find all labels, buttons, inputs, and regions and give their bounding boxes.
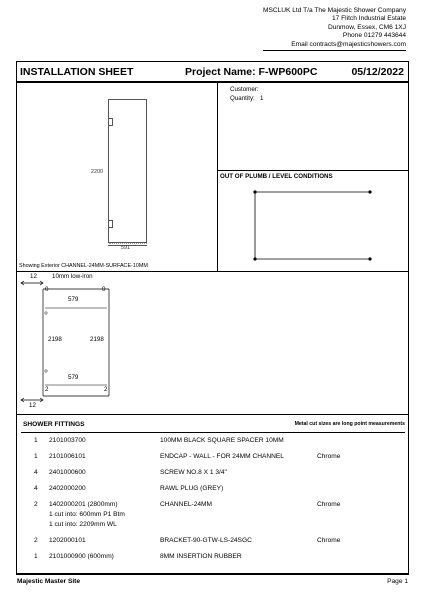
glass-cut-box [16, 271, 409, 415]
row-finish: Chrome [317, 537, 341, 544]
row-desc: BRACKET-90-GTW-LS-24SGC [160, 537, 252, 544]
fittings-title: SHOWER FITTINGS [23, 421, 85, 428]
plumb-diagram [248, 186, 373, 264]
row-qty: 1 [34, 553, 38, 560]
bottom-width-label: 579 [68, 374, 79, 381]
row-finish: Chrome [317, 501, 341, 508]
row-qty: 1 [34, 453, 38, 460]
right-height-label: 2198 [90, 336, 104, 343]
panel-width-label: 591 [121, 245, 130, 251]
footer-rule [16, 574, 409, 575]
row-qty: 4 [34, 469, 38, 476]
row-code: 1202000101 [49, 537, 86, 544]
project-name: Project Name: F-WP600PC [185, 66, 318, 78]
customer-label: Customer: [230, 86, 259, 93]
sheet-date: 05/12/2022 [351, 66, 404, 78]
fittings-divider [21, 432, 405, 433]
top-offset-label: 12 [30, 273, 37, 280]
company-email: Email contracts@majesticshowers.com [263, 41, 406, 51]
company-line: 17 Flitch Industrial Estate [331, 15, 406, 23]
row-desc: RAWL PLUG (GREY) [160, 485, 224, 492]
company-address [263, 7, 406, 51]
page-title: INSTALLATION SHEET [20, 66, 134, 78]
fittings-box [16, 414, 409, 574]
panel-caption: Showing Exterior CHANNEL-24MM-SURFACE-10MM [19, 263, 148, 269]
footer-page: Page 1 [387, 578, 408, 585]
row-desc: 8MM INSERTION RUBBER [160, 553, 242, 560]
dim-ext-line [109, 243, 147, 244]
row-code: 2101006101 [49, 453, 86, 460]
row-code: 2101003700 [49, 437, 86, 444]
customer-box [217, 82, 409, 171]
row-code: 2402000200 [49, 485, 86, 492]
row-qty: 2 [34, 501, 38, 508]
row-qty: 1 [34, 437, 38, 444]
row-qty: 4 [34, 485, 38, 492]
company-line: Phone 01279 443644 [342, 32, 406, 40]
row-desc: SCREW NO.8 X 1 3/4" [160, 469, 227, 476]
plumb-title: OUT OF PLUMB / LEVEL CONDITIONS [220, 173, 333, 180]
row-code: 2101000900 (600mm) [49, 553, 114, 560]
quantity-label: Quantity: [230, 95, 255, 102]
panel-drawing-box [16, 82, 218, 272]
glass-panel-elevation [108, 99, 147, 243]
company-line: MSCLUK Ltd T/a The Majestic Shower Company [262, 7, 406, 14]
row-code: 1402000201 (2800mm) [49, 501, 118, 508]
row-cut-note: 1 cut into: 2209mm WL [49, 521, 117, 528]
bracket-marker [108, 118, 113, 126]
row-qty: 2 [34, 537, 38, 544]
top-width-label: 579 [68, 296, 79, 303]
glass-cut-diagram [17, 272, 147, 412]
panel-height-label: 2200 [91, 169, 103, 175]
glass-type-label: 10mm low-iron [52, 273, 93, 280]
row-desc: CHANNEL-24MM [160, 501, 213, 508]
fittings-note: Metal cut sizes are long point measurements [294, 421, 405, 427]
left-height-label: 2198 [48, 336, 62, 343]
row-desc: 100MM BLACK SQUARE SPACER 10MM [160, 437, 284, 444]
bracket-marker [108, 220, 113, 228]
footer-site: Majestic Master Site [17, 578, 81, 585]
row-cut-note: 1 cut into: 600mm P1 Btm [49, 511, 125, 518]
bottom-left-label: 2 [45, 386, 49, 393]
plumb-box [217, 170, 409, 272]
row-code: 2401000600 [49, 469, 86, 476]
row-desc: ENDCAP - WALL - FOR 24MM CHANNEL [160, 453, 284, 460]
row-finish: Chrome [317, 453, 341, 460]
bottom-right-label: 2 [104, 386, 108, 393]
header-bar [16, 61, 409, 82]
quantity-value: 1 [260, 95, 264, 102]
top-right-label: 0 [102, 286, 106, 293]
bottom-offset-label: 12 [29, 402, 36, 409]
top-left-label: 0 [45, 286, 49, 293]
company-line: Dunmow, Essex, CM6 1XJ [327, 23, 406, 31]
